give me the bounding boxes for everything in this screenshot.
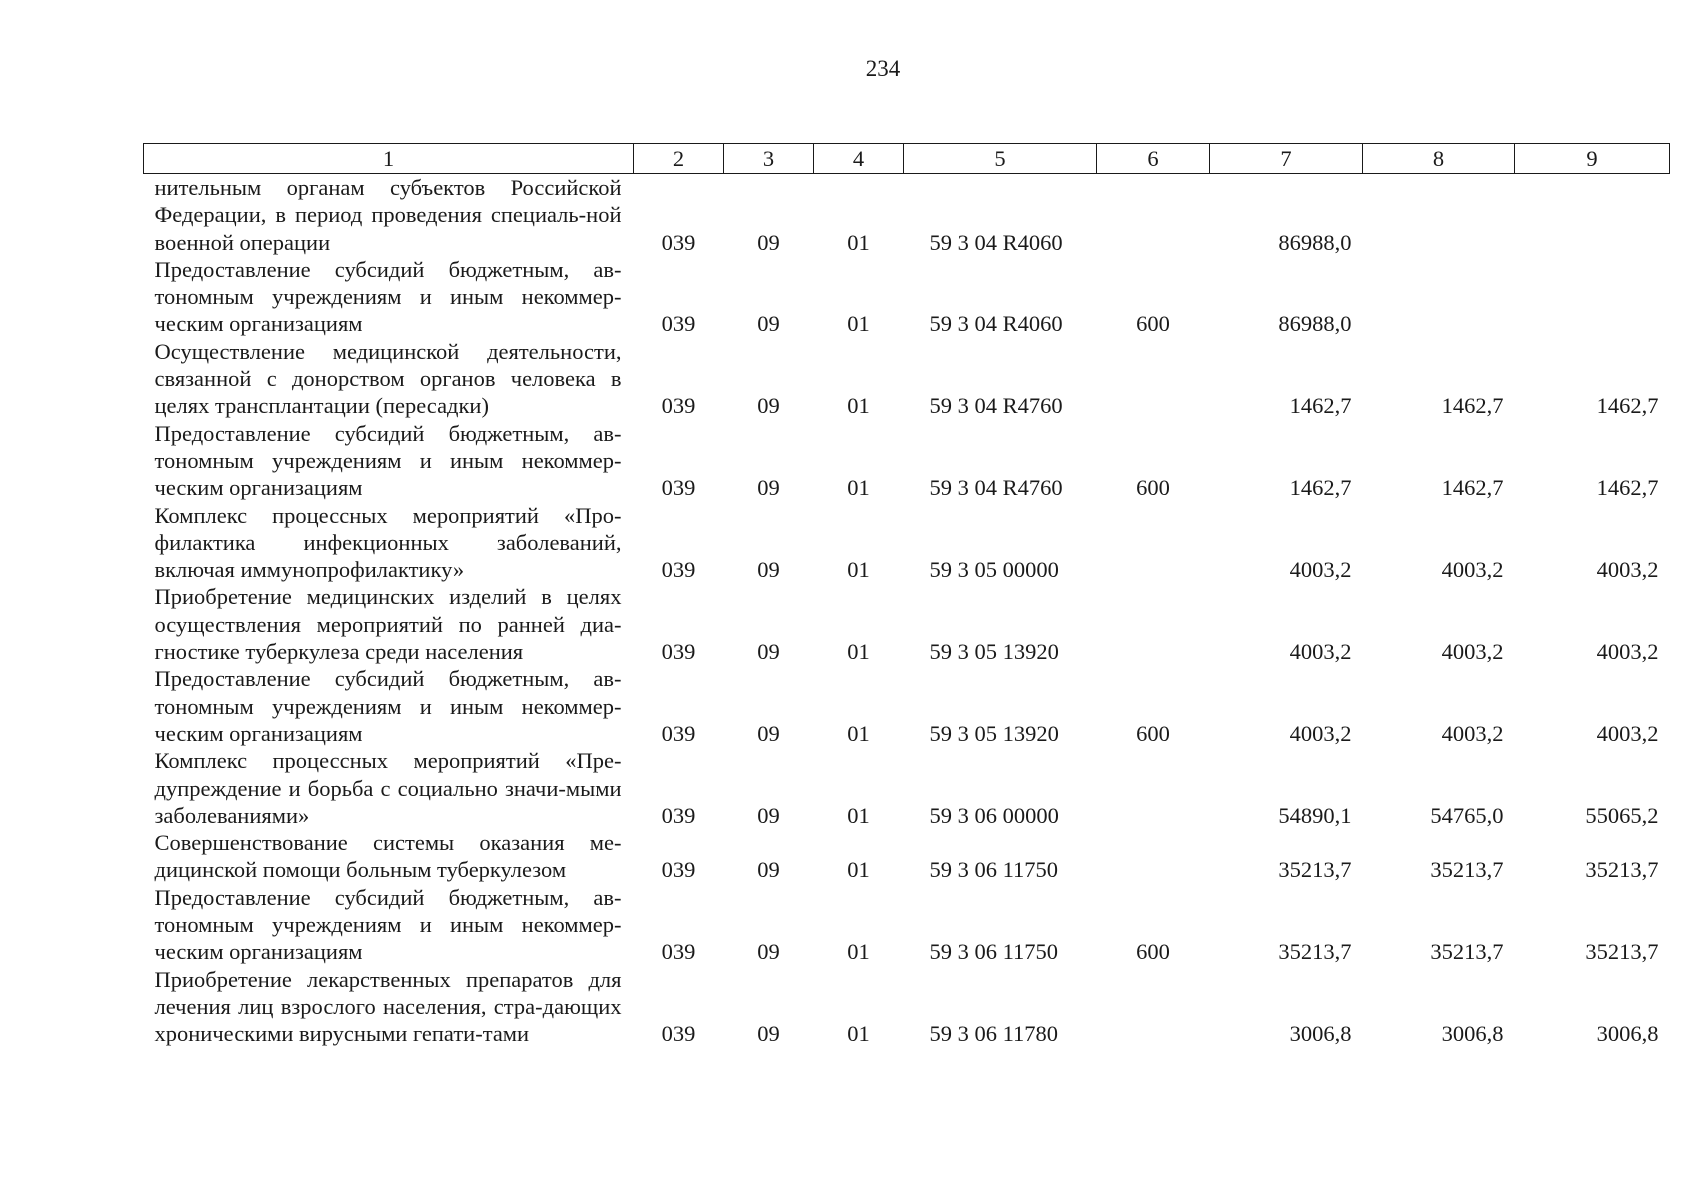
amount-year2-cell: 1462,7 — [1441, 393, 1504, 419]
amount-year2-cell: 1462,7 — [1441, 475, 1504, 501]
expense-type-cell — [1097, 502, 1210, 584]
table-row — [144, 256, 1670, 338]
amount-year2-cell: 3006,8 — [1441, 1021, 1504, 1047]
row-name-cell: нительным органам субъектов Российской Федерации, в период проведения специаль-ной военной операции — [154, 175, 622, 255]
subsection-cell: 01 — [847, 802, 870, 828]
expense-type-cell — [1097, 747, 1210, 829]
amount-year3-cell: 3006,8 — [1596, 1021, 1659, 1047]
subsection-cell: 01 — [847, 229, 870, 255]
admin-code-cell: 039 — [661, 311, 696, 337]
target-article-cell: 59 3 04 R4060 — [929, 311, 1063, 337]
expense-type-cell — [1097, 174, 1210, 256]
amount-year2-cell: 35213,7 — [1430, 939, 1504, 965]
subsection-cell: 01 — [847, 1021, 870, 1047]
admin-code-cell: 039 — [661, 229, 696, 255]
amount-year3-cell: 35213,7 — [1585, 939, 1659, 965]
column-header: 1 — [144, 144, 634, 174]
column-header: 3 — [724, 144, 814, 174]
expense-type-cell — [1097, 583, 1210, 665]
section-cell: 09 — [757, 857, 780, 883]
column-header: 6 — [1097, 144, 1210, 174]
amount-year1-cell: 4003,2 — [1289, 720, 1352, 746]
amount-year2-cell: 4003,2 — [1441, 557, 1504, 583]
expense-type-cell: 600 — [1136, 475, 1170, 501]
table-row — [144, 338, 1670, 420]
target-article-cell: 59 3 06 11750 — [929, 939, 1059, 965]
admin-code-cell: 039 — [661, 393, 696, 419]
amount-year3-cell: 4003,2 — [1596, 639, 1659, 665]
table-header — [144, 144, 1670, 174]
admin-code-cell: 039 — [661, 639, 696, 665]
amount-year1-cell: 4003,2 — [1289, 557, 1352, 583]
amount-year1-cell: 86988,0 — [1278, 229, 1352, 255]
row-name-cell: Предоставление субсидий бюджетным, ав-тономным учреждениям и иным некоммер-ческим организациям — [154, 666, 622, 746]
header-row — [144, 144, 1670, 174]
column-header: 8 — [1363, 144, 1515, 174]
admin-code-cell: 039 — [661, 475, 696, 501]
section-cell: 09 — [757, 802, 780, 828]
admin-code-cell: 039 — [661, 857, 696, 883]
column-header: 5 — [904, 144, 1097, 174]
admin-code-cell: 039 — [661, 939, 696, 965]
amount-year1-cell: 3006,8 — [1289, 1021, 1352, 1047]
expense-type-cell — [1097, 338, 1210, 420]
table-row — [144, 420, 1670, 502]
amount-year1-cell: 1462,7 — [1289, 475, 1352, 501]
amount-year2-cell: 35213,7 — [1430, 857, 1504, 883]
table-row — [144, 966, 1670, 1048]
target-article-cell: 59 3 05 13920 — [929, 639, 1059, 665]
column-header: 7 — [1210, 144, 1363, 174]
amount-year1-cell: 54890,1 — [1278, 802, 1352, 828]
target-article-cell: 59 3 06 11750 — [929, 857, 1059, 883]
admin-code-cell: 039 — [661, 802, 696, 828]
expense-type-cell: 600 — [1136, 311, 1170, 337]
row-name-cell: Предоставление субсидий бюджетным, ав-тономным учреждениям и иным некоммер-ческим организациям — [154, 420, 622, 501]
row-name-cell: Осуществление медицинской деятельности, связанной с донорством органов человека в целях трансплантации (пересадки) — [154, 338, 622, 419]
table-row — [144, 174, 1670, 256]
amount-year2-cell: 54765,0 — [1430, 802, 1504, 828]
expense-type-cell — [1097, 829, 1210, 884]
amount-year3-cell: 35213,7 — [1585, 857, 1659, 883]
table-row — [144, 829, 1670, 884]
target-article-cell: 59 3 04 R4760 — [929, 393, 1063, 419]
section-cell: 09 — [757, 639, 780, 665]
table-body — [144, 174, 1670, 1048]
expense-type-cell — [1097, 966, 1210, 1048]
target-article-cell: 59 3 06 11780 — [929, 1021, 1059, 1047]
subsection-cell: 01 — [847, 720, 870, 746]
section-cell: 09 — [757, 229, 780, 255]
section-cell: 09 — [757, 311, 780, 337]
subsection-cell: 01 — [847, 857, 870, 883]
subsection-cell: 01 — [847, 557, 870, 583]
row-name-cell: Комплекс процессных мероприятий «Пре-дупреждение и борьба с социально значи-мыми заболеваниями» — [154, 748, 622, 828]
section-cell: 09 — [757, 557, 780, 583]
subsection-cell: 01 — [847, 393, 870, 419]
subsection-cell: 01 — [847, 639, 870, 665]
target-article-cell: 59 3 05 13920 — [929, 720, 1059, 746]
admin-code-cell: 039 — [661, 720, 696, 746]
section-cell: 09 — [757, 393, 780, 419]
table-row — [144, 583, 1670, 665]
expense-type-cell: 600 — [1136, 939, 1170, 965]
subsection-cell: 01 — [847, 311, 870, 337]
admin-code-cell: 039 — [661, 1021, 696, 1047]
amount-year2-cell: 4003,2 — [1441, 720, 1504, 746]
row-name-cell: Приобретение медицинских изделий в целях осуществления мероприятий по ранней диа-гностике туберкулеза среди населения — [154, 584, 622, 665]
target-article-cell: 59 3 04 R4060 — [929, 229, 1063, 255]
row-name-cell: Приобретение лекарственных препаратов для лечения лиц взрослого населения, стра-дающих хроническими вирусными гепати-тами — [154, 966, 622, 1047]
admin-code-cell: 039 — [661, 557, 696, 583]
amount-year3-cell: 55065,2 — [1585, 802, 1659, 828]
subsection-cell: 01 — [847, 475, 870, 501]
amount-year1-cell: 4003,2 — [1289, 639, 1352, 665]
amount-year3-cell: 4003,2 — [1596, 557, 1659, 583]
amount-year1-cell: 35213,7 — [1278, 857, 1352, 883]
amount-year3-cell: 4003,2 — [1596, 720, 1659, 746]
section-cell: 09 — [757, 720, 780, 746]
section-cell: 09 — [757, 1021, 780, 1047]
amount-year2-cell: 4003,2 — [1441, 639, 1504, 665]
amount-year2-cell — [1363, 256, 1515, 338]
budget-table — [143, 143, 1670, 1048]
amount-year3-cell — [1515, 174, 1670, 256]
amount-year3-cell: 1462,7 — [1596, 475, 1659, 501]
row-name-cell: Совершенствование системы оказания ме-дицинской помощи больным туберкулезом — [154, 830, 622, 883]
expense-type-cell: 600 — [1136, 720, 1170, 746]
column-header: 4 — [814, 144, 904, 174]
column-header: 9 — [1515, 144, 1670, 174]
target-article-cell: 59 3 06 00000 — [929, 802, 1059, 828]
row-name-cell: Предоставление субсидий бюджетным, ав-тономным учреждениям и иным некоммер-ческим организациям — [154, 884, 622, 965]
amount-year1-cell: 86988,0 — [1278, 311, 1352, 337]
column-header: 2 — [634, 144, 724, 174]
amount-year1-cell: 35213,7 — [1278, 939, 1352, 965]
table-row — [144, 502, 1670, 584]
row-name-cell: Комплекс процессных мероприятий «Про-филактика инфекционных заболеваний, включая иммунопрофилактику» — [154, 502, 622, 583]
table-row — [144, 665, 1670, 747]
amount-year1-cell: 1462,7 — [1289, 393, 1352, 419]
row-name-cell: Предоставление субсидий бюджетным, ав-тономным учреждениям и иным некоммер-ческим организациям — [154, 256, 622, 337]
table-row — [144, 884, 1670, 966]
subsection-cell: 01 — [847, 939, 870, 965]
table-row — [144, 747, 1670, 829]
target-article-cell: 59 3 04 R4760 — [929, 475, 1063, 501]
target-article-cell: 59 3 05 00000 — [929, 557, 1059, 583]
page-number: 234 — [865, 56, 901, 81]
section-cell: 09 — [757, 939, 780, 965]
amount-year3-cell: 1462,7 — [1596, 393, 1659, 419]
amount-year3-cell — [1515, 256, 1670, 338]
amount-year2-cell — [1363, 174, 1515, 256]
section-cell: 09 — [757, 475, 780, 501]
